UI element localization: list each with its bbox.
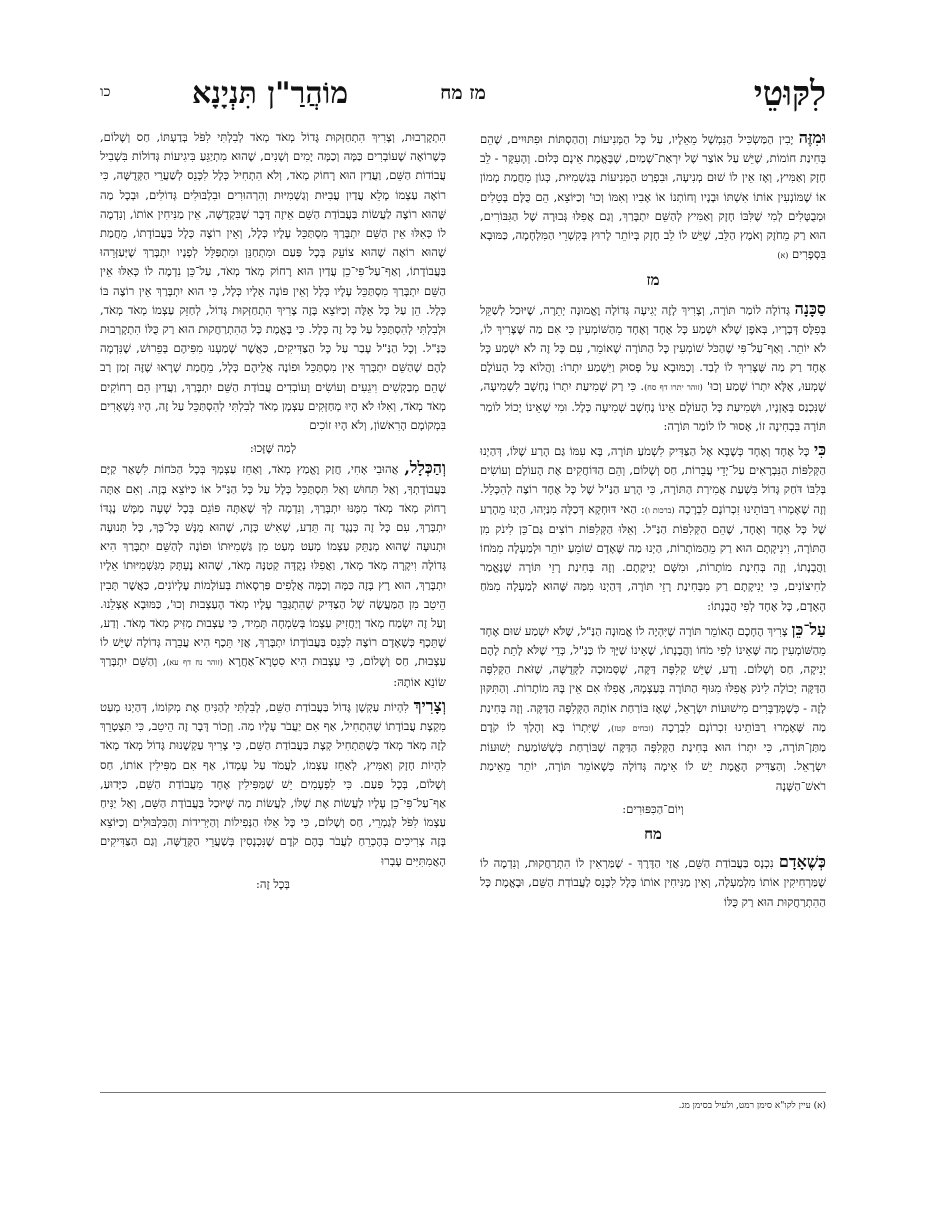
footnote: (א) עיין לקו"א סימן רמט, ולעיל בסימן מג. — [678, 1101, 826, 1111]
closing-line: וְיוֹם־הַכִּפּוּרִים: — [622, 801, 684, 816]
opening-word: וּמִזֶּה — [798, 128, 826, 147]
running-title-right: לִקּוּטֵי — [753, 74, 826, 114]
opening-word: וְצָרִיךְ — [413, 695, 446, 715]
paragraph-text: הִתְקָרְבוּת, וְצָרִיךְ הִתְחַזְּקוּת גָּדוֹל מְאֹד מְאֹד לְבִלְתִּי לִפֹּל בְּדַעְתּוֹ, חַס וְשָׁלוֹם, כְּשֶׁרוֹאֶה שֶׁעוֹבְרִים כַּמָּה וְכַמָּה יָמִים וְשָׁנִים, שֶׁהוּא מִתְיַגֵּעַ בִּיגִיעוֹת גְּדוֹלוֹת בִּשְׁבִיל עֲבוֹדוֹת הַשֵּׁם, וַעֲדַיִן הוּא רָחוֹק מְאֹד, וְלֹא הִתְחִיל כְּלָל לִכָּנֵס לְשַׁעֲרֵי הַקְּדֻשָּׁה, כִּי רוֹאֶה עַצְמוֹ מָלֵא עֲדַיִן עֲבִיּוּת וְגַשְׁמִיּוּת וְהִרְהוּרִים וּבִלְבּוּלִים גְּדוֹלִים, וּבְכָל מַה שֶּׁהוּא רוֹצֶה לַעֲשׂוֹת בַּעֲבוֹדַת הַשֵּׁם אֵיזֶה דָּבָר שֶׁבִּקְדֻשָּׁה, אֵין מַנִּיחִין אוֹתוֹ, וְנִדְמֶה לוֹ כְּאִלּוּ אֵין הַשֵּׁם יִתְבָּרַךְ מִסְתַּכֵּל עָלָיו כְּלָל, וְאֵין רוֹצֶה כְּלָל בַּעֲבוֹדָתוֹ, מֵחֲמַת שֶׁהוּא רוֹאֶה שֶׁהוּא צוֹעֵק בְּכָל פַּעַם וּמִתְחַנֵּן וּמִתְפַּלֵּל לְפָנָיו יִתְבָּרַךְ שֶׁיְּעַזְּרֵהוּ בַּעֲבוֹדָתוֹ, וְאַף־עַל־פִּי־כֵן עֲדַיִן הוּא רָחוֹק מְאֹד מְאֹד, עַל־כֵּן נִדְמֶה לוֹ כְּאִלּוּ אֵין הַשֵּׁם יִתְבָּרַךְ מִסְתַּכֵּל עָלָיו כְּלָל וְאֵין פּוֹנֶה אֵלָיו כְּלָל, כִּי הוּא יִתְבָּרַךְ אֵין רוֹצֶה בּוֹ כְּלָל. הֵן עַל כָּל אֵלֶּה וְכַיּוֹצֵא בָּזֶה צָרִיךְ הִתְחַזְּקוּת גָּדוֹל, לְחַזֵּק עַצְמוֹ מְאֹד מְאֹד, וּלְבִלְתִּי לְהִסְתַּכֵּל עַל כָּל זֶה כְּלָל. כִּי בֶּאֱמֶת כָּל הַהִתְרַחֲקוּת הוּא רַק כֻּלּוֹ הִתְקָרְבוּת כַּנַּ"ל. וְכָל הַנַּ"ל עָבַר עַל כָּל הַצַּדִּיקִים, כַּאֲשֶׁר שָׁמַעְנוּ מִפִּיהֶם בְּפֵרוּשׁ, שֶׁנִּדְמָה לָהֶם שֶׁהַשֵּׁם יִתְבָּרַךְ אֵין מִסְתַּכֵּל וּפוֹנֶה אֲלֵיהֶם כְּלָל, מֵחֲמַת שֶׁרָאוּ שֶׁזֶּה זְמַן רַב שֶׁהֵם מְבַקְשִׁים וִיגֵעִים וְעוֹשִׂים וְעוֹבְדִים עֲבוֹדַת הַשֵּׁם יִתְבָּרַךְ, וַעֲדַיִן הֵם רְחוֹקִים מְאֹד מְאֹד, וְאִלּוּ לֹא הָיוּ מְחַזְּקִים עַצְמָן מְאֹד לְבִלְתִּי לְהִסְתַּכֵּל עַל זֶה, הָיוּ נִשְׁאָרִים בִּמְקוֹמָם הָרִאשׁוֹן, וְלֹא הָיוּ זוֹכִים — [100, 130, 446, 433]
left-column — [100, 128, 446, 1096]
citation: (ברכות ו) — [644, 505, 675, 515]
opening-word: כְּשֶׁאָדָם — [778, 852, 826, 872]
paragraph-text: . כִּי רַק שְׁמִיעַת יִתְרוֹ נֶחְשָׁב לִשְׁמִיעָה, שֶׁנִּכְנַס בְּאָזְנָיו, וּשְׁמִיעַת כָּל הָעוֹלָם אֵינוֹ נֶחְשָׁב שְׁמִיעָה כְּלָל. וּמִי שֶׁאֵינוֹ יָכוֹל לוֹמַר תּוֹרָה בִּבְחִינָה זוֹ, אָסוּר לוֹ לוֹמַר תּוֹרָה: — [480, 379, 826, 433]
running-title-left: מוֹהֲרַ"ן תִּנְיָנָא — [192, 76, 349, 111]
opening-word: כִּי — [814, 440, 827, 460]
opening-word: וְהַכְּלָל, — [404, 458, 447, 478]
paragraph-text: , וְהַשֵּׁם יִתְבָּרַךְ שׂוֹנֵא אוֹתָהּ: — [100, 654, 446, 689]
paragraph — [100, 128, 446, 435]
paragraph — [100, 458, 446, 691]
citation: (זוהר יתרו דף סח) — [644, 383, 703, 393]
citation: (א) — [777, 251, 789, 261]
paragraph-text: יָבִין הַמַּשְׂכִּיל הַנִּמְשָׁל מֵאֵלָיו, עַל כָּל הַמְּנִיעוֹת וְהַהַסְתּוֹת וּפִתּוּיִים, שֶׁהֵם בְּחִינַת חוֹמוֹת, שֶׁיֵּשׁ עַל אוֹצַר שֶׁל יִרְאַת־שָׁמַיִם, שֶׁבֶּאֱמֶת אֵינָם כְּלוּם. וְהָעִקָּר - לֵב חָזָק וְאַמִּיץ, וְאָז אֵין לוֹ שׁוּם מְנִיעָה, וּבִפְרַט הַמְּנִיעוֹת בְּגַשְׁמִיּוּת, כְּגוֹן מֵחֲמַת מָמוֹן אוֹ שֶׁמּוֹנְעִין אוֹתוֹ אִשְׁתּוֹ וּבָנָיו וְחוֹתְנוֹ אוֹ אָבִיו וְאִמּוֹ וְכוּ' וְכַיּוֹצֵא, הֵם כֻּלָּם בְּטֵלִים וּמְבֻטָּלִים לְמִי שֶׁלִּבּוֹ חָזָק וְאַמִּיץ לְהַשֵּׁם יִתְבָּרַךְ, וְגַם אֲפִלּוּ גְּבוּרָה שֶׁל הַגִּבּוֹרִים, הוּא רַק מֵחֹזֶק וְאֹמֶץ הַלֵּב, שֶׁיֵּשׁ לוֹ לֵב חָזָק בְּיוֹתֵר לָרוּץ בְּקִשְׁרֵי הַמִּלְחָמָה, כַּמּוּבָא בִּסְפָרִים — [480, 132, 826, 262]
paragraph — [480, 128, 826, 265]
paragraph-text: נִכְנָס בַּעֲבוֹדַת הַשֵּׁם, אֲזַי הַדֶּרֶךְ - שֶׁמַּרְאִין לוֹ הִתְרַחֲקוּת, וְנִדְמֶה לוֹ שֶׁמַּרְחִיקִין אוֹתוֹ מִלְמַעְלָה, וְאֵין מַנִּיחִין אוֹתוֹ כְּלָל לִכָּנֵס לַעֲבוֹדַת הַשֵּׁם, וּבֶאֱמֶת כָּל הַהִתְרַחֲקוּת הוּא רַק כֻּלּוֹ — [480, 856, 826, 909]
paragraph — [480, 440, 826, 616]
paragraph-text: גְּדוֹלָה לוֹמַר תּוֹרָה, וְצָרִיךְ לָזֶה יְגִיעָה גְּדוֹלָה וֶאֱמוּנָה יְתֵרָה, שֶׁיּוּכַל לְשַׁקֵּל בְּפִלֶּס דְּבָרָיו, בְּאֹפֶן שֶׁלֹּא יִשְׁמַע כָּל אֶחָד וְאֶחָד מֵהַשּׁוֹמְעִין כִּי אִם מַה שֶּׁצָּרִיךְ לוֹ, לֹא יוֹתֵר. וְאַף־עַל־פִּי שֶׁהַכֹּל שׁוֹמְעִין כָּל הַתּוֹרָה שֶׁאוֹמֵר, עִם כָּל זֶה לֹא יִשְׁמַע כָּל אֶחָד רַק מַה שֶּׁצָּרִיךְ לוֹ לְבַד. וְכַמּוּבָא עַל פָּסוּק וַיִּשְׁמַע יִתְרוֹ: וַהֲלוֹא כָּל הָעוֹלָם שָׁמְעוּ, אֶלָּא יִתְרוֹ שָׁמַע וְכוּ' — [480, 302, 826, 394]
paragraph-text: אֲהוּבִי אָחִי, חֲזַק וֶאֱמַץ מְאֹד, וְאַחֵז עַצְמְךָ בְּכָל הַכֹּחוֹת לִשְׁאַר קַיָּם בַּעֲבוֹדָתְךָ, וְאַל תִּחוּשׁ וְאַל תִּסְתַּכֵּל כְּלָל עַל כָּל הַנַּ"ל אוֹ כַּיּוֹצֵא בָּזֶה. וְאִם אַתָּה רָחוֹק מְאֹד מְאֹד מִמֶּנּוּ יִתְבָּרַךְ, וְנִדְמֶה לְךָ שֶׁאַתָּה פּוֹגֵם בְּכָל שָׁעָה מַמָּשׁ נֶגְדּוֹ יִתְבָּרַךְ, עִם כָּל זֶה כְּנֶגֶד זֶה תֵּדַע, שֶׁאִישׁ כָּזֶה, שֶׁהוּא מֻנָּשׁ כָּל־כָּךְ, כָּל תְּנוּעָה וּתְנוּעָה שֶׁהוּא מְנַתֵּק עַצְמוֹ מְעַט מְעַט מִן גַּשְׁמִיּוּתוֹ וּפוֹנֶה לְהַשֵּׁם יִתְבָּרַךְ הִיא גְּדוֹלָה וִיקָרָה מְאֹד מְאֹד, וַאֲפִלּוּ נְקֻדָּה קְטַנָּה מְאֹד, שֶׁהוּא נֶעְתָּק מִגַּשְׁמִיּוּתוֹ אֵלָיו יִתְבָּרַךְ, הוּא רָץ בָּזֶה כַּמָּה וְכַמָּה אֲלָפִים פַּרְסָאוֹת בְּעוֹלָמוֹת עֶלְיוֹנִים, כַּאֲשֶׁר תָּבִין הֵיטֵב מִן הַמַּעֲשֶׂה שֶׁל הַצַּדִּיק שֶׁהִתְגַּבֵּר עָלָיו מְאֹד הָעַצְבוּת וְכוּ', כַּמּוּבָא אֶצְלֵנוּ. וְעַל זֶה יִשְׂמַח מְאֹד וְיַחֲזִיק עַצְמוֹ בְּשִׂמְחָה תָּמִיד, כִּי עַצְבוּת מַזִּיק מְאֹד מְאֹד. וְדַע, שֶׁתֵּכֶף כְּשֶׁאָדָם רוֹצֶה לִכָּנֵס בַּעֲבוֹדָתוֹ יִתְבָּרַךְ, אֲזַי תֵּכֶף הִיא עֲבֵרָה גְּדוֹלָה שֶׁיֵּשׁ לוֹ עַצְבוּת, חַס וְשָׁלוֹם, כִּי עַצְבוּת הִיא סִטְרָא־אַחֲרָא — [100, 462, 446, 669]
paragraph — [480, 299, 826, 436]
paragraph — [480, 852, 826, 912]
paragraph-text: כָּל אֶחָד וְאֶחָד כְּשֶׁבָּא אֶל הַצַּדִּיק לִשְׁמֹעַ תּוֹרָה, בָּא עִמּוֹ גַּם הָרַע שֶׁלּוֹ, דְּהַיְנוּ הַקְּלִפּוֹת הַנִּבְרָאִים עַל־יְדֵי עֲבֵרוֹת, חַס וְשָׁלוֹם, וְהֵם הַדּוֹחֲקִים אֶת הָעוֹלָם וְעוֹשִׂים בְּלִבּוֹ דֹּחַק גָּדוֹל בִּשְׁעַת אֲמִירַת הַתּוֹרָה, כִּי הָרַע הַנַּ"ל שֶׁל כָּל אֶחָד רוֹצֶה לְהִכָּלֵל. וְזֶה שֶׁאָמְרוּ רַבּוֹתֵינוּ זִכְרוֹנָם לִבְרָכָה — [480, 444, 827, 516]
section-heading: מז — [646, 271, 660, 290]
footnote-divider — [100, 1092, 826, 1093]
paragraph — [480, 620, 826, 796]
paragraph-text: לִהְיוֹת עַקְשָׁן גָּדוֹל בַּעֲבוֹדַת הַשֵּׁם, לְבִלְתִּי לְהַנִּיחַ אֶת מְקוֹמוֹ, דְּהַיְנוּ מְעַט מִקְצָת עֲבוֹדָתוֹ שֶׁהִתְחִיל, אַף אִם יַעֲבֹר עָלָיו מַה. וְזָכוֹר דָּבָר זֶה הֵיטֵב, כִּי תִּצְטָרֵךְ לָזֶה מְאֹד מְאֹד כְּשֶׁתַּתְחִיל קְצָת בַּעֲבוֹדַת הַשֵּׁם, כִּי צָרִיךְ עַקְשָׁנוּת גָּדוֹל מְאֹד מְאֹד לִהְיוֹת חָזָק וְאַמִּיץ, לְאַחֵז עַצְמוֹ, לַעֲמֹד עַל עָמְדוֹ, אַף אִם מַפִּילִין אוֹתוֹ, חַס וְשָׁלוֹם, בְּכָל פַּעַם. כִּי לִפְעָמִים יֵשׁ שֶׁמַּפִּילִין אֶחָד מֵעֲבוֹדַת הַשֵּׁם, כַּיָּדוּעַ, אַף־עַל־פִּי־כֵן עָלָיו לַעֲשׂוֹת אֶת שֶׁלּוֹ, לַעֲשׂוֹת מַה שֶּׁיּוּכַל בַּעֲבוֹדַת הַשֵּׁם, וְאַל יַנִּיחַ עַצְמוֹ לִפֹּל לְגַמְרֵי, חַס וְשָׁלוֹם, כִּי כָּל אֵלּוּ הַנְּפִילוֹת וְהַיְּרִידוֹת וְהַבִּלְבּוּלִים וְכַיּוֹצֵא בָּזֶה צְרִיכִים בְּהֶכְרֵחַ לַעֲבֹר בָּהֶם קֹדֶם שֶׁנִּכְנָסִין בְּשַׁעֲרֵי הַקְּדֻשָּׁה, וְגַם הַצַּדִּיקִים הָאֲמִתִּיִּים עָבְרוּ — [100, 699, 446, 868]
closing-line: לְמַה שֶּׁזָּכוּ: — [249, 441, 297, 456]
section-heading: מח — [644, 824, 662, 843]
paragraph-text: : הַאי דּוּחְקָא דְּכַלָּה מִנַּיְהוּ, הַיְנוּ מֵהָרַע שֶׁל כָּל אֶחָד וְאֶחָד, שֶׁהֵם הַקְּלִפּוֹת הַנַּ"ל. וְאֵלּוּ הַקְּלִפּוֹת רוֹצִים גַּם־כֵּן לִינֹק מִן הַתּוֹרָה, וִינִיקָתָם הוּא רַק מֵהַמּוֹתָרוֹת, הַיְנוּ מַה שֶּׁאָדָם שׁוֹמֵעַ יוֹתֵר וּלְמַעְלָה מִמֹּחוֹ וַהֲבָנָתוֹ, וְזֶה בְּחִינַת מוֹתָרוֹת, וּמִשָּׁם יְנִיקָתָם. וְזֶה בְּחִינַת רָזֵי תּוֹרָה שֶׁנֶּאֱמַר לַחִיצוֹנִים, כִּי יְנִיקָתָם רַק מִבְּחִינַת רָזֵי תּוֹרָה, דְּהַיְנוּ מִמַּה שֶּׁהוּא לְמַעְלָה מִמֹּחַ הָאָדָם, כָּל אֶחָד לְפִי הֲבָנָתוֹ: — [480, 501, 826, 613]
section-range: מז מח — [440, 82, 486, 104]
paragraph-text: , שֶׁיִּתְרוֹ בָּא וְהָלַךְ לוֹ קֹדֶם מַתַּן־תּוֹרָה, כִּי יִתְרוֹ הוּא בְּחִינַת הַקְּלִפָּה הַדַּקָּה שֶׁבּוֹרַחַת כְּשֶׁשּׁוֹמַעַת יְשׁוּעוֹת יִשְׂרָאֵל. וְהַצַּדִּיק הָאֱמֶת יֵשׁ לוֹ אֵימָה גְּדוֹלָה כְּשֶׁאוֹמֵר תּוֹרָה, יוֹתֵר מֵאֵימַת רֹאשׁ־הַשָּׁנָה — [480, 719, 826, 793]
paragraph-text: צָרִיךְ הֶחָכָם הָאוֹמֵר תּוֹרָה שֶׁיִּהְיֶה לוֹ אֱמוּנָה הַנַּ"ל, שֶׁלֹּא יִשְׁמַע שׁוּם אֶחָד מֵהַשּׁוֹמְעִין מַה שֶּׁאֵינוֹ לְפִי מֹחוֹ וַהֲבָנָתוֹ, שֶׁאֵינוֹ שַׁיָּךְ לוֹ כַּנַּ"ל, כְּדֵי שֶׁלֹּא לָתֵת לָהֶם יְנִיקָה, חַס וְשָׁלוֹם. וְדַע, שֶׁיֵּשׁ קְלִפָּה דַּקָּה, שֶׁסְּמוּכָה לַקְּדֻשָּׁה, שֶׁזֹּאת הַקְּלִפָּה הַדַּקָּה יְכוֹלָה לִינֹק אֲפִלּוּ מִגּוּף הַתּוֹרָה בְּעַצְמָהּ, אֲפִלּוּ אִם אֵין בָּהּ מוֹתָרוֹת. וְהַתִּקּוּן לָזֶה - כְּשֶׁמְּדַבְּרִים מִישׁוּעוֹת יִשְׂרָאֵל, שֶׁאָז בּוֹרַחַת אוֹתָהּ הַקְּלִפָּה הַדַּקָּה. וְזֶה בְּחִינַת מַה שֶּׁאָמְרוּ רַבּוֹתֵינוּ זִכְרוֹנָם לִבְרָכָה — [480, 623, 826, 734]
page-number: כו — [100, 84, 111, 100]
opening-word: סַכָּנָה — [794, 298, 826, 318]
citation: (זוהר נח דף עא) — [166, 658, 223, 668]
closing-line: בְּכָל זֶה: — [256, 876, 290, 891]
paragraph — [100, 696, 446, 871]
right-column — [480, 128, 826, 1053]
opening-word: עַל־כֵּן — [791, 619, 827, 639]
page-header — [100, 74, 826, 118]
citation: (זבחים קטז) — [611, 723, 654, 733]
